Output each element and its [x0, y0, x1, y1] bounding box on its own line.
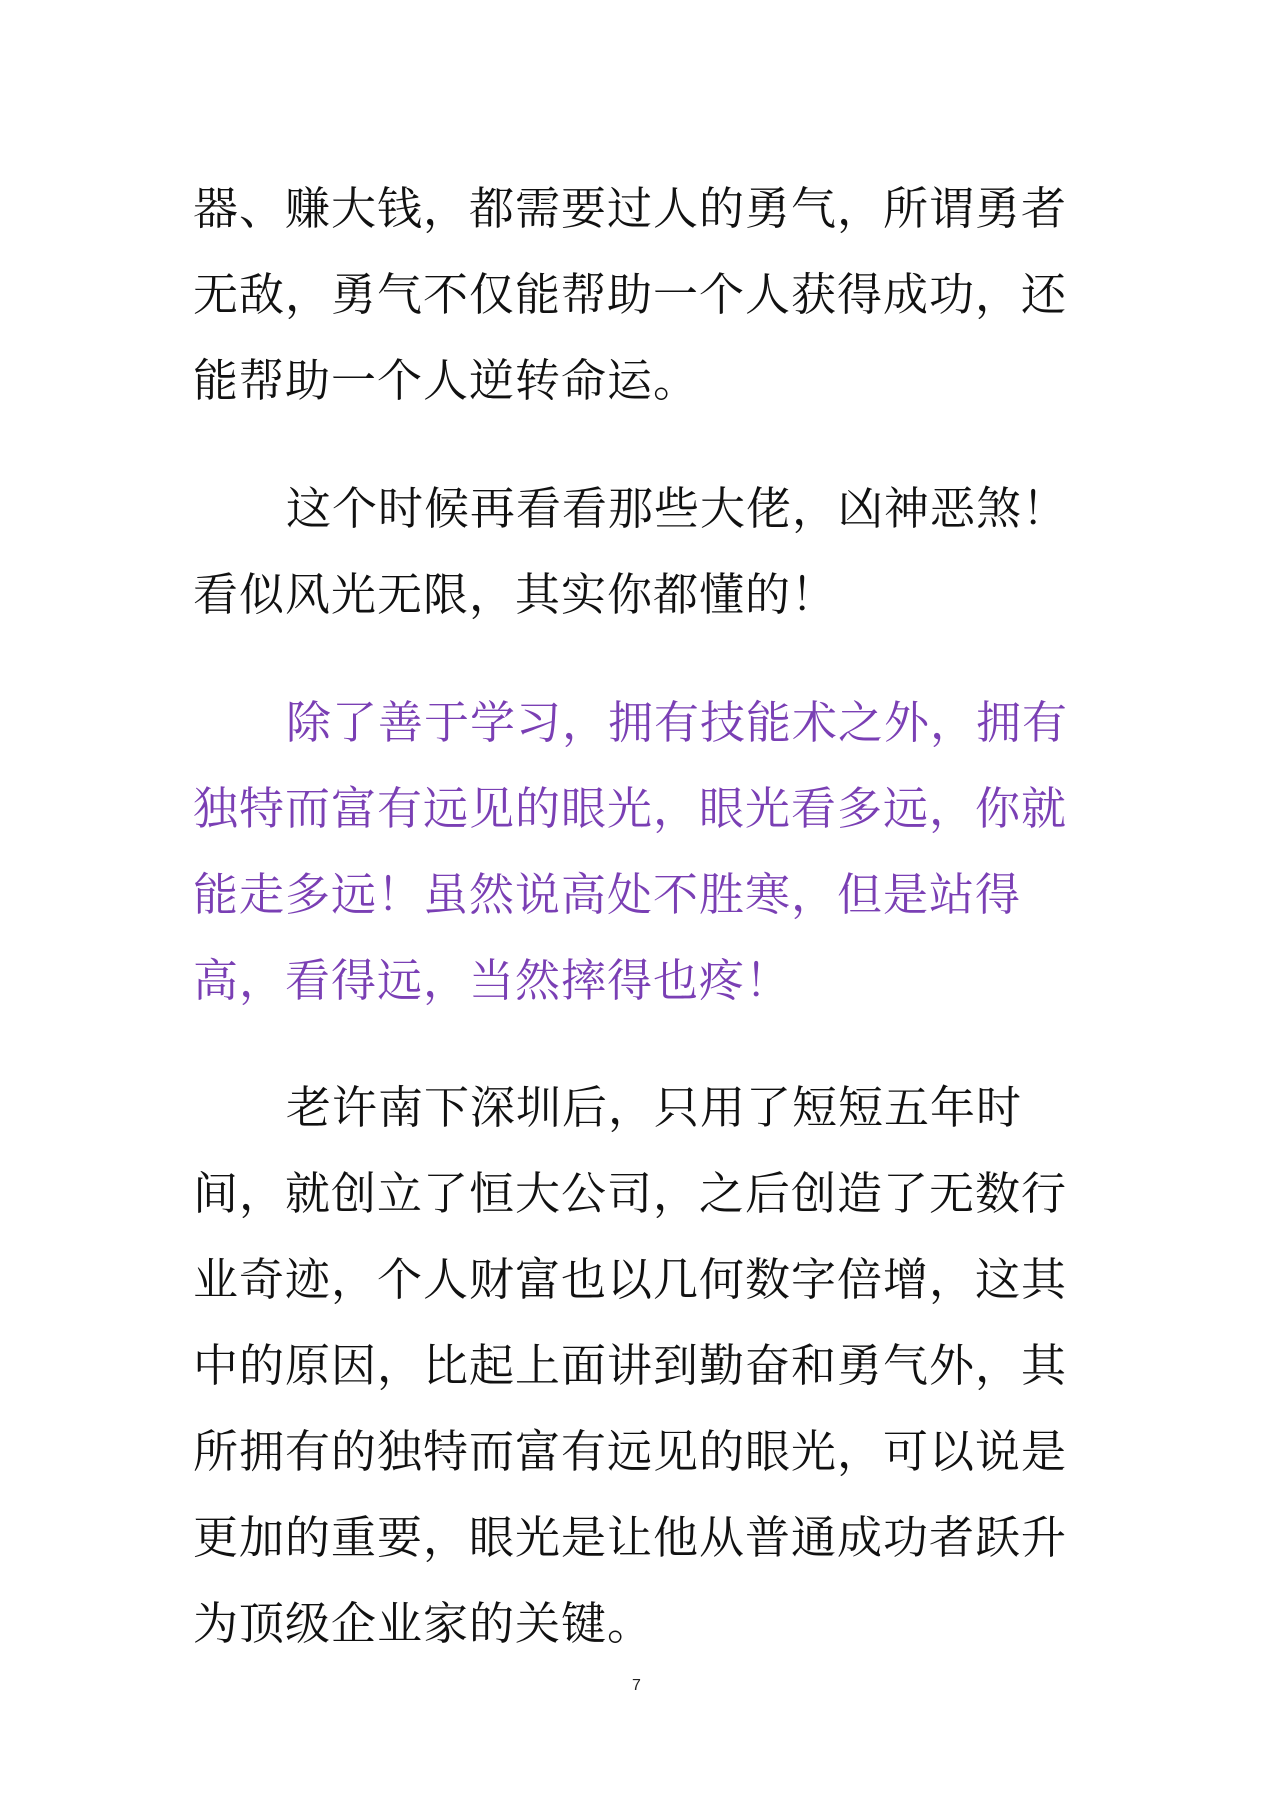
paragraph-highlighted-vision: 除了善于学习，拥有技能术之外，拥有独特而富有远见的眼光，眼光看多远，你就能走多远！虽然说高处不胜寒，但是站得高，看得远，当然摔得也疼！ [193, 696, 1069, 1007]
paragraph-4-block [193, 1065, 1093, 1667]
page-number: 7 [632, 1677, 641, 1694]
paragraph-1-block [193, 166, 1093, 424]
paragraph-bigshots: 这个时候再看看那些大佬，凶神恶煞！看似风光无限，其实你都懂的！ [193, 482, 1069, 621]
paragraph-evergrande: 老许南下深圳后，只用了短短五年时间，就创立了恒大公司，之后创造了无数行业奇迹，个人财富也以几何数字倍增，这其中的原因，比起上面讲到勤奋和勇气外，其所拥有的独特而富有远见的眼光，可以说是更加的重要，眼光是让他从普通成功者跃升为顶级企业家的关键。 [193, 1081, 1068, 1650]
paragraph-2-block [193, 466, 1093, 638]
paragraph-3-block [193, 680, 1093, 1024]
paragraph-continued: 器、赚大钱，都需要过人的勇气，所谓勇者无敌，勇气不仅能帮助一个人获得成功，还能帮助一个人逆转命运。 [193, 182, 1068, 407]
